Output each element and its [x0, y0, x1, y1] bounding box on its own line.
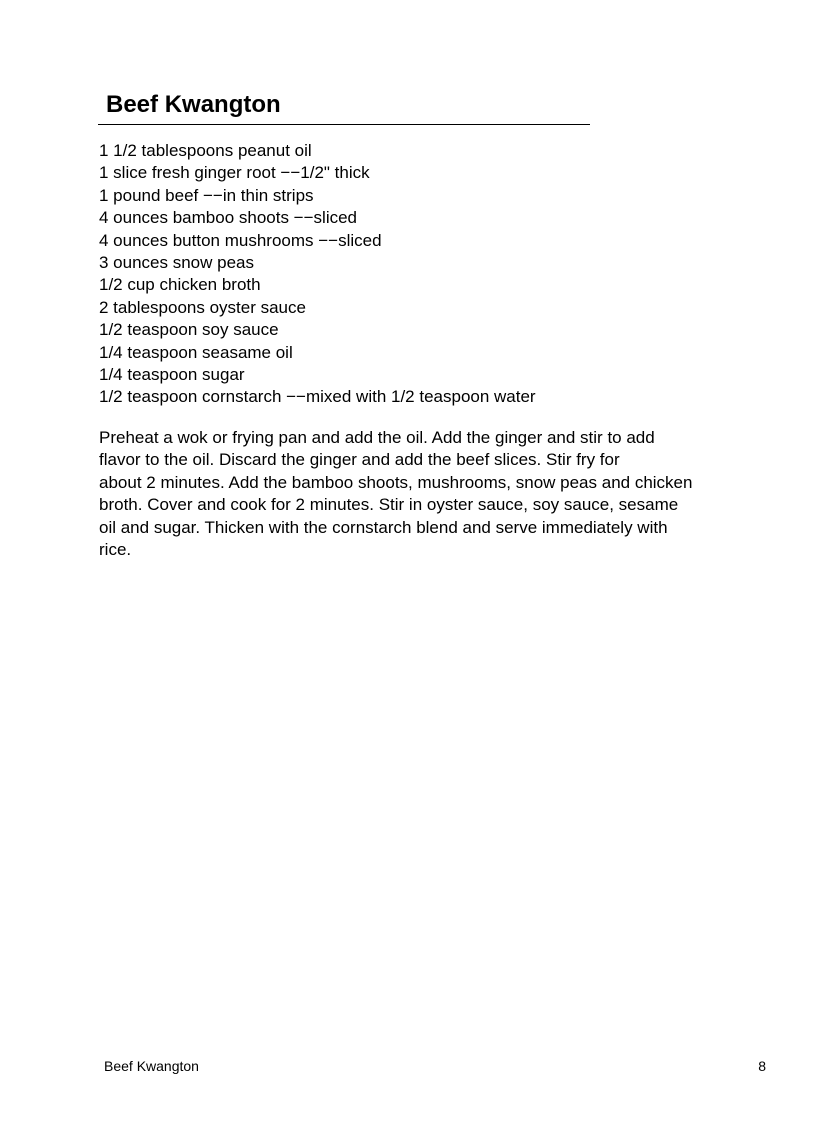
ingredient-item: 1/2 teaspoon cornstarch −−mixed with 1/2 teaspoon water	[99, 387, 536, 407]
instructions-paragraph	[99, 427, 749, 561]
ingredient-item: 1 slice fresh ginger root −−1/2" thick	[99, 163, 370, 183]
recipe-title: Beef Kwangton	[98, 88, 590, 125]
instructions-line: about 2 minutes. Add the bamboo shoots, mushrooms, snow peas and chicken	[99, 472, 693, 492]
instructions-line: oil and sugar. Thicken with the cornstarch blend and serve immediately with	[99, 517, 668, 537]
instructions-line: Preheat a wok or frying pan and add the oil. Add the ginger and stir to add	[99, 428, 655, 447]
page-number: 8	[758, 1058, 766, 1074]
instructions-line: flavor to the oil. Discard the ginger and add the beef slices. Stir fry for	[99, 450, 620, 470]
ingredient-item: 1/4 teaspoon seasame oil	[99, 342, 293, 362]
instructions-line: broth. Cover and cook for 2 minutes. Stir in oyster sauce, soy sauce, sesame	[99, 495, 679, 515]
ingredient-item: 4 ounces bamboo shoots −−sliced	[99, 208, 358, 228]
ingredient-item: 1/4 teaspoon sugar	[99, 365, 245, 385]
instructions-line: rice.	[99, 540, 132, 560]
ingredient-list	[99, 140, 536, 409]
ingredient-item: 3 ounces snow peas	[99, 253, 254, 273]
ingredient-item: 1/2 teaspoon soy sauce	[99, 320, 279, 340]
ingredient-item: 1 1/2 tablespoons peanut oil	[99, 141, 312, 160]
ingredient-item: 4 ounces button mushrooms −−sliced	[99, 230, 382, 250]
ingredient-item: 1/2 cup chicken broth	[99, 275, 261, 295]
ingredient-item: 1 pound beef −−in thin strips	[99, 185, 314, 205]
ingredient-item: 2 tablespoons oyster sauce	[99, 297, 306, 317]
footer-title: Beef Kwangton	[104, 1058, 199, 1074]
